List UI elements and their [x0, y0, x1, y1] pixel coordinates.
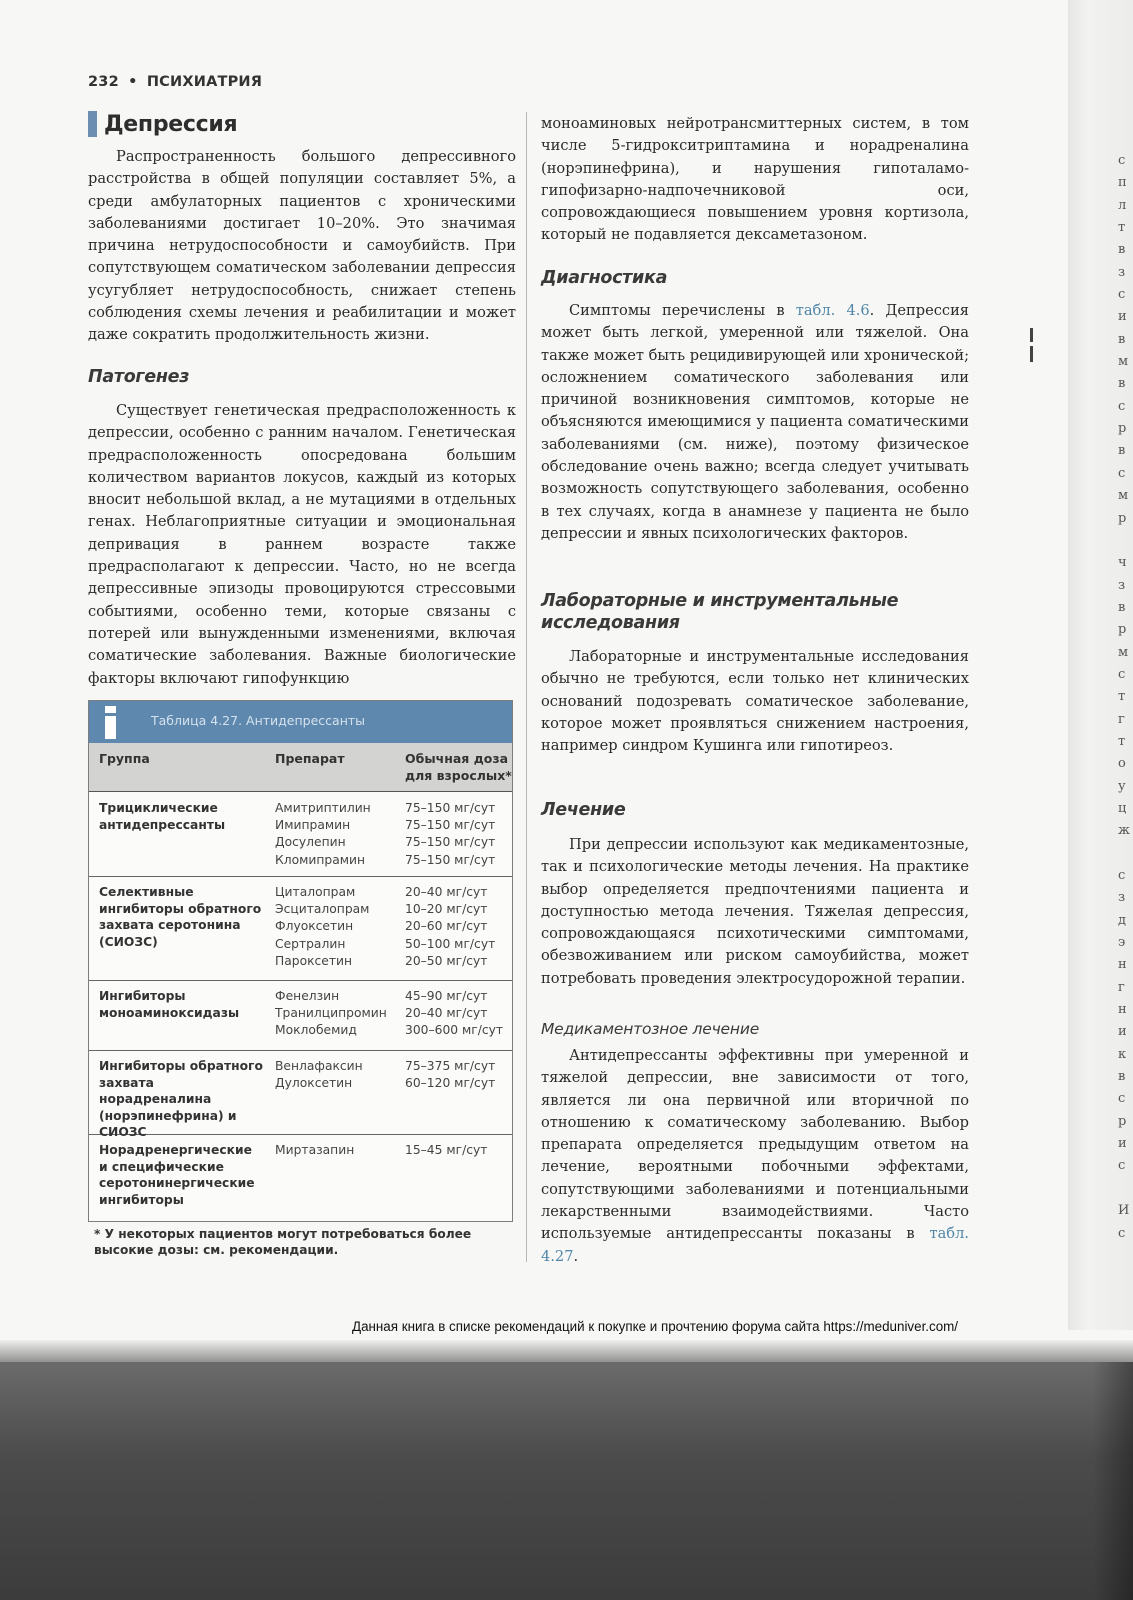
table-row	[89, 980, 512, 1051]
column-rule	[526, 112, 527, 1262]
dose-value: 20–40 мг/сут	[405, 1006, 488, 1021]
margin-letter: р	[1118, 510, 1127, 526]
drug-name: Кломипрамин	[275, 852, 366, 867]
table-4-6-link[interactable]: табл. 4.6	[795, 302, 870, 319]
dose-value: 20–50 мг/сут	[405, 953, 488, 968]
drug-treatment-heading: Медикаментозное лечение	[541, 1020, 760, 1038]
margin-letter: с	[1118, 666, 1126, 682]
footer-note: Данная книга в списке рекомендаций к покупке и прочтению форума сайта https://meduniver.com/	[352, 1319, 959, 1334]
margin-letter: м	[1118, 644, 1129, 660]
margin-letter: в	[1118, 376, 1126, 392]
running-head	[88, 74, 262, 90]
drug-name: Сертралин	[275, 936, 346, 951]
margin-letter: и	[1118, 1136, 1127, 1152]
dose-value: 20–60 мг/сут	[405, 919, 488, 934]
margin-letter: т	[1118, 733, 1126, 749]
margin-letter: и	[1118, 1024, 1127, 1040]
margin-letter: п	[1118, 175, 1127, 191]
intro-paragraph	[88, 146, 516, 347]
dose-cell	[405, 988, 510, 1040]
table-row	[89, 1134, 512, 1222]
margin-letter: л	[1118, 197, 1127, 213]
margin-letter: т	[1118, 689, 1126, 705]
margin-letter	[1118, 1178, 1132, 1200]
margin-letter: м	[1118, 488, 1129, 504]
table-footnote: * У некоторых пациентов могут потребоваться более высокие дозы: см. рекомендации.	[94, 1227, 472, 1257]
margin-letter: ц	[1118, 800, 1127, 816]
margin-letter: т	[1118, 220, 1126, 236]
margin-letter: г	[1118, 711, 1125, 727]
dose-cell	[405, 1142, 510, 1159]
margin-letter: р	[1118, 622, 1127, 638]
drug-names-cell	[275, 1058, 400, 1092]
drug-names-cell	[275, 800, 400, 869]
margin-letter: и	[1118, 309, 1127, 325]
drug-name: Флуоксетин	[275, 919, 354, 934]
pathogenesis-text: Существует генетическая предрасположенность к депрессии, особенно с ранним началом. Генетическая предрасположенность опосредована большим количеством вариантов локусов, каждый из которых вносит небольшой вклад, а не мутациями в отдельных генах. Неблагоприятные ситуации и эмоциональная депривация в раннем возрасте также предрасполагают к депрессии. Часто, но не всегда депрессивные эпизоды провоцируются стрессовыми событиями, особенно теми, которые связаны с потерей или вынужденными изменениями, включая соматические заболевания. Важные биологические факторы включают гипофункцию	[88, 402, 516, 687]
margin-letter: р	[1118, 421, 1127, 437]
dose-cell	[405, 884, 510, 970]
margin-letter: э	[1118, 935, 1126, 951]
treatment-text: При депрессии используют как медикаментозные, так и психологические методы лечения. На практике выбор определяется предпочтениями пациента и доступностью метода лечения. Тяжелая депрессия, сопровождающаяся психотическими симптомами, обезвоживанием или риском самоубийства, может потребовать проведения электросудорожной терапии.	[541, 836, 969, 987]
drug-name: Миртазапин	[275, 1143, 355, 1157]
diagnostics-text-pre: Симптомы перечислены в	[569, 302, 796, 319]
col-header-dose-line1: Обычная доза	[405, 751, 509, 766]
pathogenesis-paragraph	[88, 400, 516, 690]
scan-background	[0, 1362, 1133, 1600]
margin-letter: з	[1118, 890, 1126, 906]
margin-letter: в	[1118, 443, 1126, 459]
drug-name: Амитриптилин	[275, 801, 371, 815]
margin-letter: в	[1118, 599, 1126, 615]
lab-heading: Лабораторные и инструментальные исследования	[541, 591, 899, 633]
dose-cell	[405, 1058, 510, 1092]
pathogenesis-heading: Патогенез	[88, 367, 190, 387]
margin-letter: р	[1118, 1113, 1127, 1129]
dose-value: 10–20 мг/сут	[405, 902, 488, 917]
drug-name: Фенелзин	[275, 989, 340, 1003]
margin-letter: с	[1118, 153, 1126, 168]
drug-group-cell: Ингибиторы моноаминоксидазы	[99, 989, 240, 1020]
dose-value: 75–150 мг/сут	[405, 852, 496, 867]
continuation-paragraph	[541, 113, 969, 247]
drug-text-pre: Антидепрессанты эффективны при умеренной и тяжелой депрессии, вне зависимости от того, является ли она первичной или вторичной по отношению к соматическому заболеванию. Выбор препарата определяется предыдущим ответом на лечение, вероятными побочными эффектами, сопутствующими заболеваниями и потенциальными лекарственными взаимодействиями. Часто используемые антидепрессанты показаны в	[541, 1047, 969, 1243]
drug-name: Эсциталопрам	[275, 902, 370, 917]
margin-letter: о	[1118, 756, 1126, 772]
table-caption: Таблица 4.27. Антидепрессанты	[151, 713, 366, 728]
page-number: 232	[88, 74, 119, 90]
page-bottom-shadow	[0, 1340, 1133, 1364]
info-icon	[101, 705, 121, 739]
drug-name: Досулепин	[275, 835, 346, 850]
diagnostics-text	[541, 300, 969, 545]
drug-group-cell: Трициклические антидепрессанты	[99, 801, 226, 832]
bullet-separator: •	[128, 74, 138, 90]
margin-letter: с	[1118, 287, 1126, 303]
drug-treatment-paragraph	[541, 1045, 969, 1268]
col-header-drug: Препарат	[275, 751, 345, 766]
margin-letter: к	[1118, 1046, 1127, 1062]
dose-cell	[405, 800, 510, 869]
drug-name: Имипрамин	[275, 818, 351, 833]
dose-value: 20–40 мг/сут	[405, 885, 488, 899]
margin-letter: у	[1118, 778, 1126, 794]
margin-letter: в	[1118, 331, 1126, 347]
drug-group-cell: Селективные ингибиторы обратного захвата серотонина (СИОЗС)	[99, 885, 262, 949]
margin-letter: с	[1118, 398, 1126, 414]
margin-letter: н	[1118, 957, 1127, 973]
continuation-text: моноаминовых нейротрансмиттерных систем, в том числе 5-гидрокситриптамина и норадреналина (норэпинефрина), и нарушения гипоталамо-гипофизарно-надпочечниковой оси, сопровождающиеся повышением уровня кортизола, который не подавляется дексаметазоном.	[541, 115, 969, 244]
diagnostics-heading: Диагностика	[541, 268, 668, 288]
dose-value: 300–600 мг/сут	[405, 1023, 504, 1038]
margin-letter: с	[1118, 868, 1126, 883]
margin-letter: з	[1118, 264, 1126, 280]
dose-value: 75–150 мг/сут	[405, 818, 496, 833]
dose-value: 60–120 мг/сут	[405, 1076, 496, 1091]
margin-letter: г	[1118, 979, 1125, 995]
dose-value: 75–375 мг/сут	[405, 1059, 496, 1073]
drug-text-post: .	[573, 1247, 579, 1265]
table-4-27-link[interactable]: табл. 4.27	[541, 1225, 969, 1265]
drug-group-cell: Норадренергические и специфические серотонинергические ингибиторы	[99, 1143, 255, 1207]
drug-names-cell	[275, 988, 400, 1040]
margin-letter: м	[1118, 354, 1129, 370]
table-caption-bar	[89, 701, 512, 743]
margin-letter: в	[1118, 1069, 1126, 1085]
diagnostics-paragraph	[541, 300, 969, 545]
dose-value: 15–45 мг/сут	[405, 1143, 488, 1157]
antidepressants-table	[88, 700, 513, 1222]
drug-name: Циталопрам	[275, 885, 356, 899]
table-row	[89, 876, 512, 981]
margin-letter: с	[1118, 1091, 1126, 1107]
margin-letter: с	[1118, 1158, 1126, 1174]
dose-value: 45–90 мг/сут	[405, 989, 488, 1003]
drug-names-cell	[275, 1142, 400, 1159]
drug-group-cell: Ингибиторы обратного захвата норадреналина (норэпинефрина) и СИОЗС	[99, 1059, 263, 1139]
margin-letter: с	[1118, 465, 1126, 481]
treatment-heading: Лечение	[541, 800, 626, 820]
margin-letter: ч	[1118, 555, 1127, 571]
edge-mark	[1030, 328, 1033, 342]
drug-name: Транилципромин	[275, 1006, 387, 1021]
section-title-text: Депрессия	[104, 111, 238, 137]
margin-letter: в	[1118, 242, 1126, 258]
edge-mark	[1030, 346, 1033, 362]
col-header-dose-line2: для взрослых*	[405, 768, 512, 783]
margin-letter: д	[1118, 912, 1127, 928]
margin-letter: з	[1118, 577, 1126, 593]
margin-letter: с	[1118, 1225, 1126, 1241]
margin-letter	[1118, 843, 1132, 865]
dose-value: 75–150 мг/сут	[405, 835, 496, 850]
margin-letter: И	[1118, 1203, 1130, 1219]
book-section: ПСИХИАТРИЯ	[146, 74, 263, 90]
margin-letter	[1118, 530, 1132, 552]
drug-names-cell	[275, 884, 400, 970]
drug-name: Моклобемид	[275, 1023, 357, 1038]
col-header-dose	[405, 750, 512, 784]
treatment-paragraph	[541, 834, 969, 990]
table-header-row	[89, 743, 512, 792]
intro-text: Распространенность большого депрессивного расстройства в общей популяции составляет 5%, а среди амбулаторных пациентов с хроническими заболеваниями достигает 10–20%. Это значимая причина нетрудоспособности и самоубийств. При сопутствующем соматическом заболевании депрессия усугубляет нетрудоспособность, снижает степень соблюдения схемы лечения и реабилитации и может даже сократить продолжительность жизни.	[88, 148, 516, 344]
drug-name: Пароксетин	[275, 953, 353, 968]
table-row	[89, 792, 512, 877]
diagnostics-text-post: . Депрессия может быть легкой, умеренной или тяжелой. Она также может быть рецидивирующей или хронической; осложнением соматического заболевания или причиной возникновения симптомов, которые не объясняются имеющимися у пациента соматическими заболеваниями (см. ниже), поэтому физическое обследование очень важно; всегда следует учитывать возможность сопутствующего заболевания, особенно в тех случаях, когда в анамнезе у пациента не было депрессии и явных психологических факторов.	[541, 302, 970, 542]
drug-treatment-text	[541, 1045, 969, 1268]
margin-letter: ж	[1118, 823, 1130, 839]
drug-name: Венлафаксин	[275, 1059, 363, 1073]
title-bar-marker	[88, 111, 97, 137]
table-row	[89, 1050, 512, 1139]
next-page-edge-text	[1118, 150, 1132, 1245]
section-title	[88, 109, 237, 139]
dose-value: 75–150 мг/сут	[405, 801, 496, 815]
lab-text: Лабораторные и инструментальные исследования обычно не требуются, если только нет клинических оснований подозревать соматическое заболевание, которое может проявляться снижением настроения, например синдром Кушинга или гипотиреоз.	[541, 648, 969, 755]
margin-letter: н	[1118, 1002, 1127, 1018]
dose-value: 50–100 мг/сут	[405, 936, 496, 951]
lab-paragraph	[541, 646, 969, 757]
drug-name: Дулоксетин	[275, 1076, 353, 1091]
col-header-group: Группа	[99, 751, 150, 766]
